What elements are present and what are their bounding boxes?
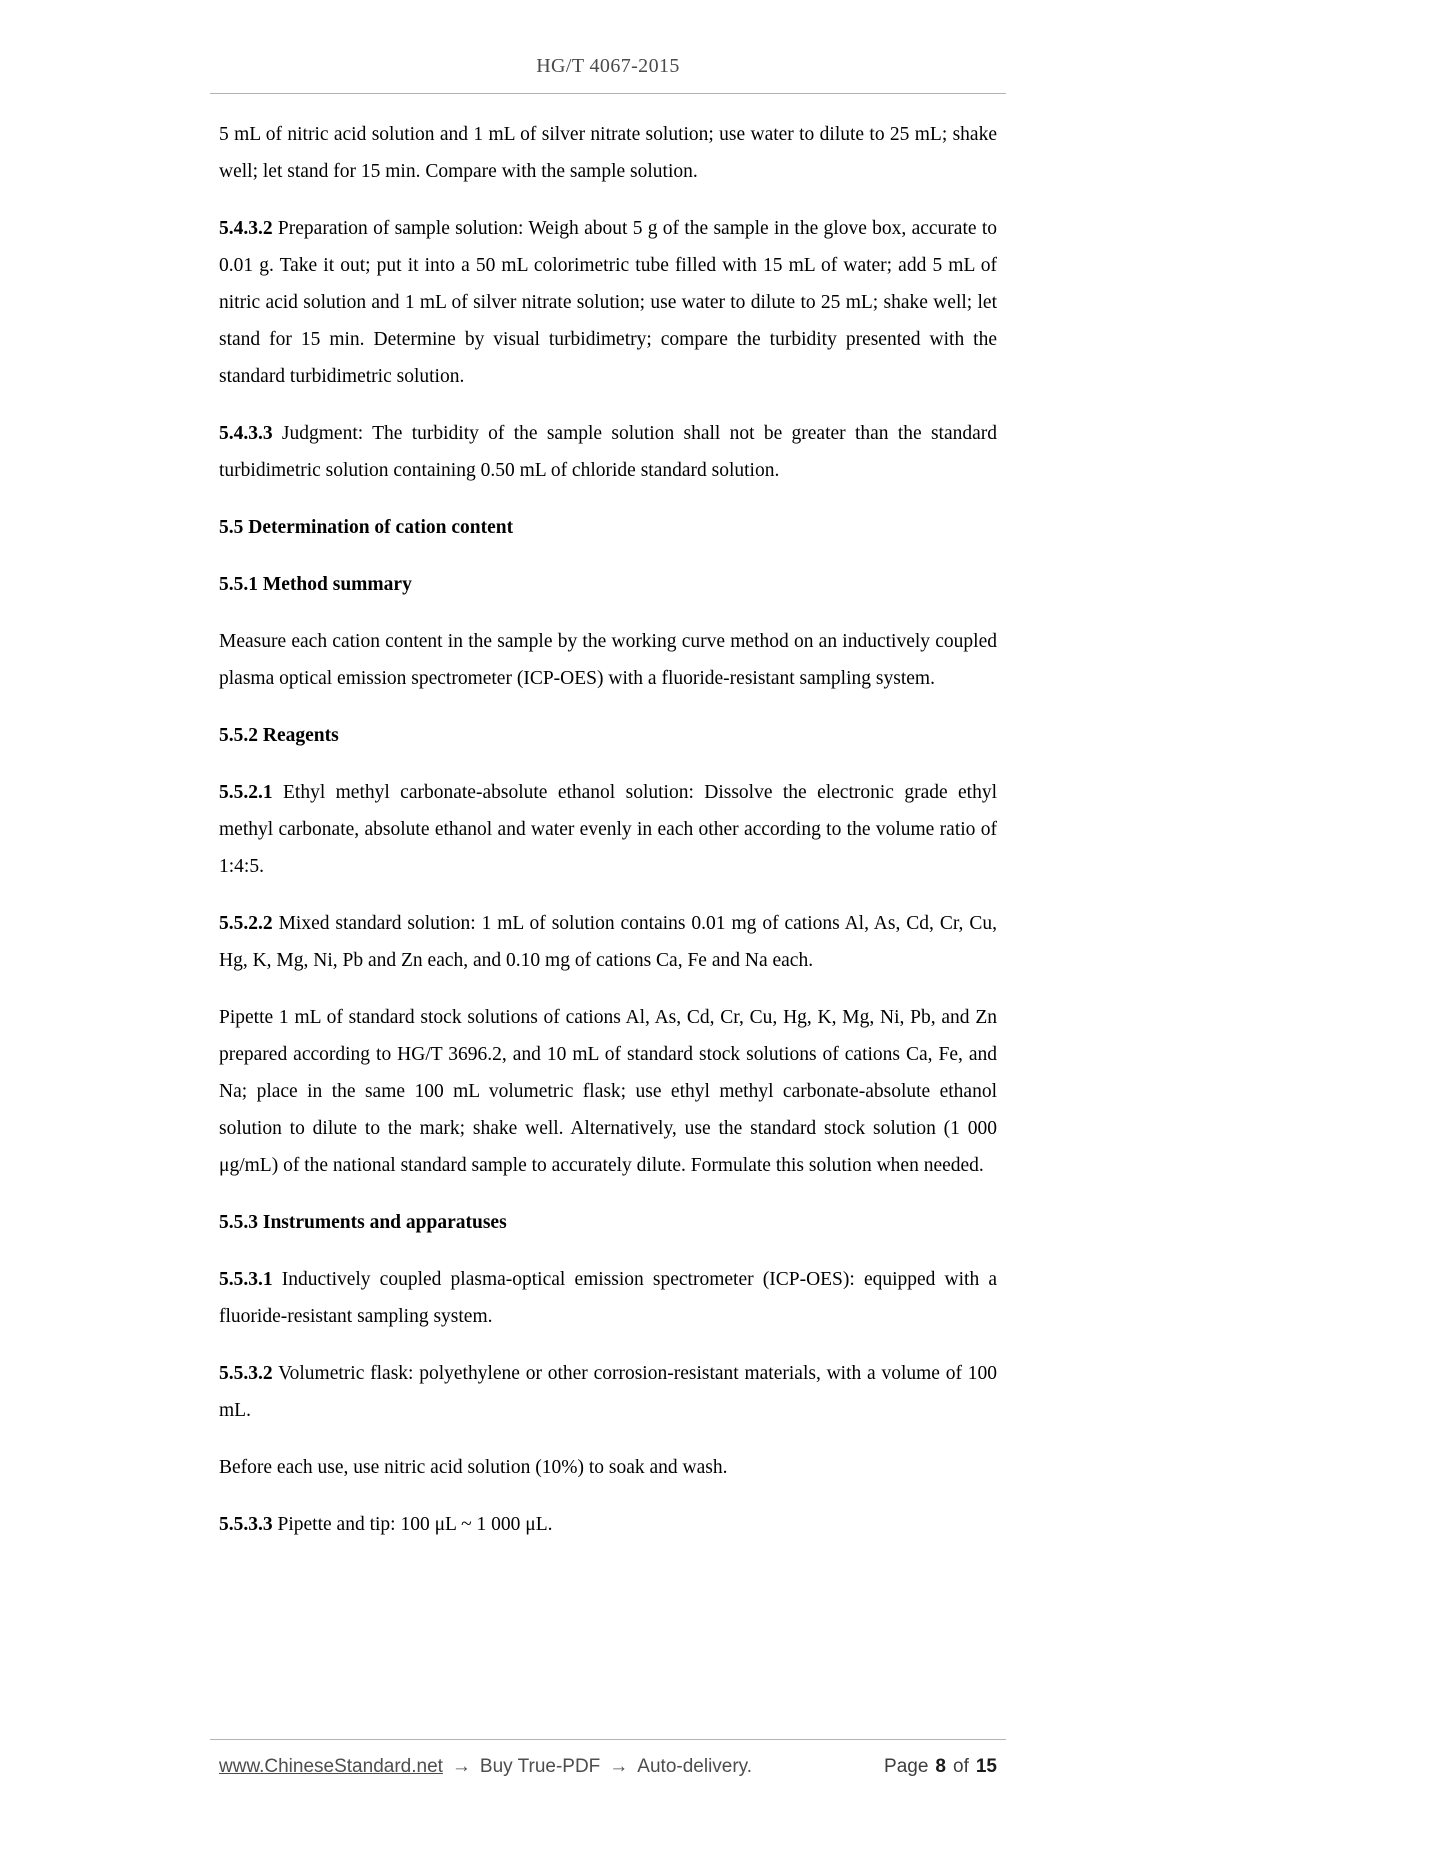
paragraph bbox=[219, 116, 997, 190]
heading-text: 5.5.1 Method summary bbox=[219, 574, 412, 595]
section-heading bbox=[219, 509, 997, 546]
standard-number: HG/T 4067-2015 bbox=[536, 55, 680, 77]
clause-number: 5.4.3.2 bbox=[219, 218, 273, 239]
footer-buy-text: Buy True-PDF bbox=[479, 1756, 601, 1777]
paragraph-text: Ethyl methyl carbonate-absolute ethanol solution: Dissolve the electronic grade ethyl methyl carbonate, absolute ethanol and water evenly in each other according to the volume ratio of 1:4:5. bbox=[219, 782, 998, 877]
paragraph-text: Volumetric flask: polyethylene or other corrosion-resistant materials, with a volume of 100 mL. bbox=[219, 1363, 998, 1421]
arrow-icon: → bbox=[609, 1756, 629, 1777]
clause-number: 5.4.3.3 bbox=[219, 423, 273, 444]
total-page-number: 15 bbox=[975, 1756, 997, 1777]
section-heading bbox=[219, 717, 997, 754]
heading-text: 5.5 Determination of cation content bbox=[219, 517, 514, 538]
site-link[interactable]: www.ChineseStandard.net bbox=[219, 1756, 443, 1777]
paragraph bbox=[219, 1449, 997, 1486]
page-footer bbox=[219, 1756, 997, 1778]
heading-text: 5.5.3 Instruments and apparatuses bbox=[219, 1212, 507, 1233]
paragraph bbox=[219, 623, 997, 697]
current-page-number: 8 bbox=[935, 1756, 946, 1777]
paragraph bbox=[219, 905, 997, 979]
paragraph bbox=[219, 1261, 997, 1335]
clause-number: 5.5.3.3 bbox=[219, 1514, 273, 1535]
paragraph bbox=[219, 415, 997, 489]
arrow-icon: → bbox=[451, 1756, 471, 1777]
paragraph-text: 5 mL of nitric acid solution and 1 mL of silver nitrate solution; use water to dilute to 25 mL; shake well; let stand for 15 min. Compare with the sample solution. bbox=[219, 124, 997, 182]
section-heading bbox=[219, 1204, 997, 1241]
clause-number: 5.5.3.1 bbox=[219, 1269, 273, 1290]
section-heading bbox=[219, 566, 997, 603]
paragraph bbox=[219, 1506, 997, 1543]
of-label: of bbox=[953, 1756, 969, 1777]
paragraph bbox=[219, 210, 997, 395]
page-indicator bbox=[884, 1756, 997, 1778]
paragraph bbox=[219, 1355, 997, 1429]
page-label: Page bbox=[884, 1756, 929, 1777]
paragraph-text: Preparation of sample solution: Weigh about 5 g of the sample in the glove box, accurate to 0.01 g. Take it out; put it into a 50 mL colorimetric tube filled with 15 mL of water; add 5 mL of nitric acid solution and 1 mL of silver nitrate solution; use water to dilute to 25 mL; shake well; let stand for 15 min. Determine by visual turbidimetry; compare the turbidity presented with the standard turbidimetric solution. bbox=[219, 218, 997, 387]
paragraph-text: Before each use, use nitric acid solution (10%) to soak and wash. bbox=[219, 1457, 728, 1478]
paragraph-text: Inductively coupled plasma-optical emission spectrometer (ICP-OES): equipped with a fluoride-resistant sampling system. bbox=[219, 1269, 997, 1327]
paragraph bbox=[219, 999, 997, 1184]
paragraph-text: Pipette 1 mL of standard stock solutions of cations Al, As, Cd, Cr, Cu, Hg, K, Mg, Ni, Pb, and Zn prepared according to HG/T 3696.2, and 10 mL of standard stock solutions of cations Ca, Fe, and Na; place in the same 100 mL volumetric flask; use ethyl methyl carbonate-absolute ethanol solution to dilute to the mark; shake well. Alternatively, use the standard stock solution (1 000 μg/mL) of the national standard sample to accurately dilute. Formulate this solution when needed. bbox=[219, 1007, 997, 1176]
paragraph-text: Pipette and tip: 100 μL ~ 1 000 μL. bbox=[277, 1514, 553, 1535]
footer-divider bbox=[210, 1739, 1006, 1740]
document-body bbox=[219, 116, 997, 1563]
header-divider bbox=[210, 93, 1006, 94]
paragraph-text: Mixed standard solution: 1 mL of solution contains 0.01 mg of cations Al, As, Cd, Cr, Cu, Hg, K, Mg, Ni, Pb and Zn each, and 0.10 mg of cations Ca, Fe and Na each. bbox=[219, 913, 997, 971]
footer-delivery-text: Auto-delivery. bbox=[637, 1756, 753, 1777]
footer-promo bbox=[219, 1756, 752, 1778]
paragraph bbox=[219, 774, 997, 885]
clause-number: 5.5.2.2 bbox=[219, 913, 273, 934]
clause-number: 5.5.3.2 bbox=[219, 1363, 273, 1384]
clause-number: 5.5.2.1 bbox=[219, 782, 273, 803]
paragraph-text: Judgment: The turbidity of the sample solution shall not be greater than the standard turbidimetric solution containing 0.50 mL of chloride standard solution. bbox=[219, 423, 997, 481]
heading-text: 5.5.2 Reagents bbox=[219, 725, 339, 746]
paragraph-text: Measure each cation content in the sample by the working curve method on an inductively coupled plasma optical emission spectrometer (ICP-OES) with a fluoride-resistant sampling system. bbox=[219, 631, 997, 689]
